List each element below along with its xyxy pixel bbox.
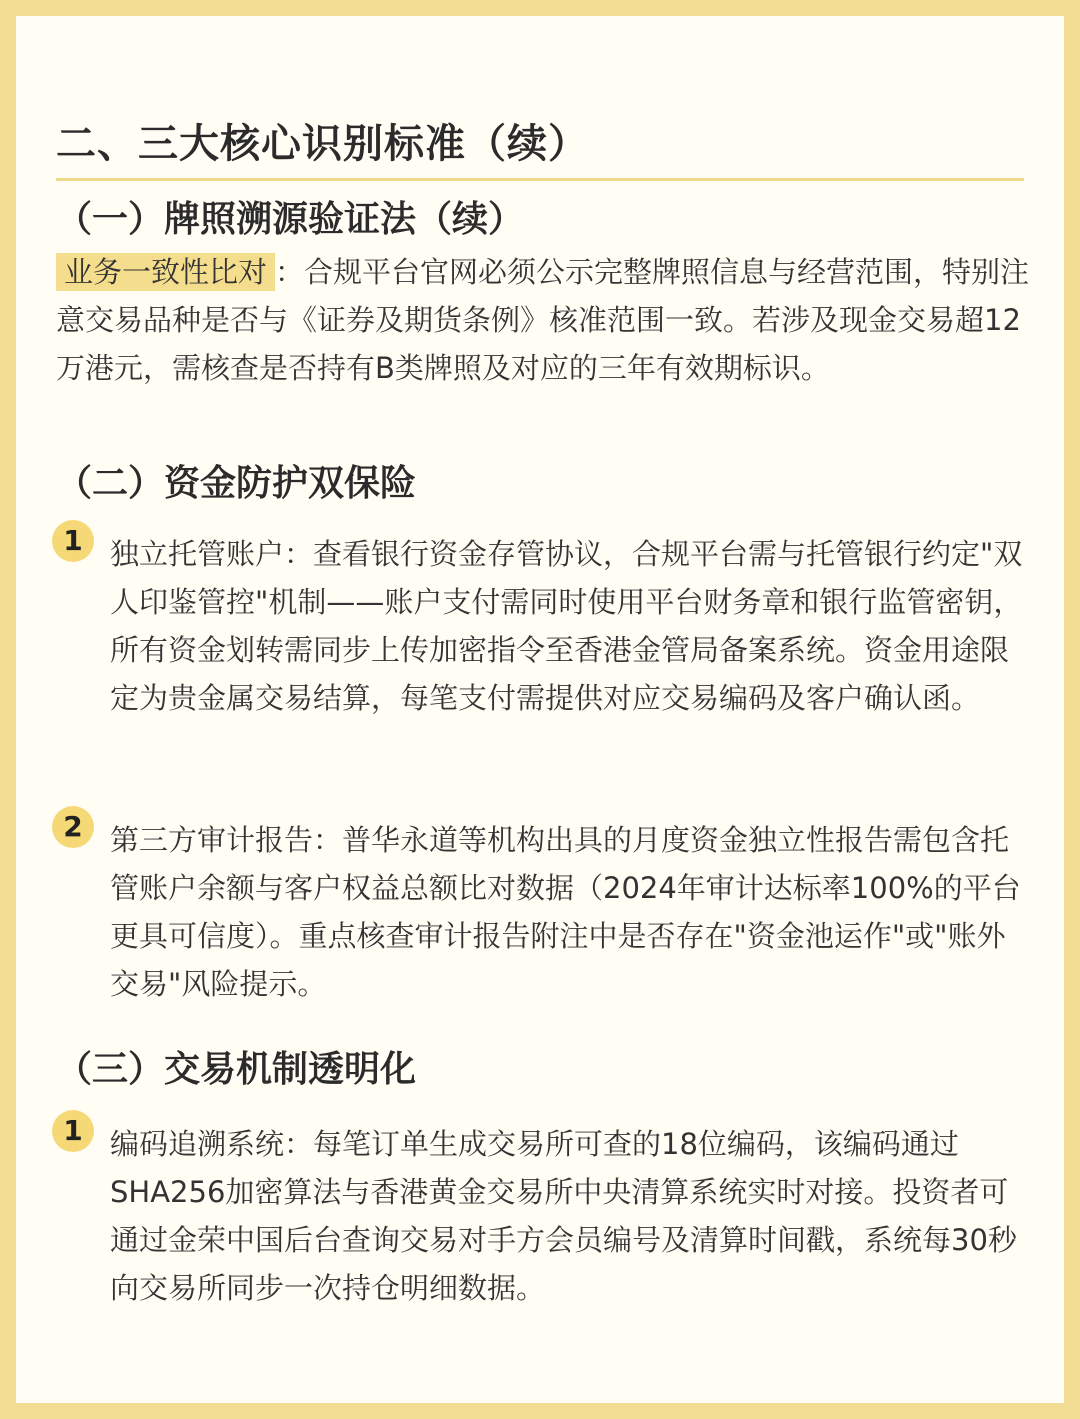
page-title: 二、三大核心识别标准（续） (56, 121, 589, 167)
section-title-transparency: （三）交易机制透明化 (56, 1049, 417, 1090)
list-item-text: 第三方审计报告：普华永道等机构出具的月度资金独立性报告需包含托管账户余额与客户权益总额比对数据（2024年审计达标率100%的平台更具可信度）。重点核查审计报告附注中是否存在"资金池运作"或"账外交易"风险提示。 (110, 823, 1021, 1001)
section-title-fund-protection: （二）资金防护双保险 (56, 463, 417, 504)
title-divider (56, 178, 1024, 181)
license-paragraph-text: ：合规平台官网必须公示完整牌照信息与经营范围，特别注意交易品种是否与《证券及期货条例》核准范围一致。若涉及现金交易超12万港元，需核查是否持有B类牌照及对应的三年有效期标识。 (56, 255, 1030, 385)
license-paragraph (56, 248, 1031, 392)
list-item-text: 编码追溯系统：每笔订单生成交易所可查的18位编码，该编码通过SHA256加密算法与香港黄金交易所中央清算系统实时对接。投资者可通过金荣中国后台查询交易对手方会员编号及清算时间戳，系统每30秒向交易所同步一次持仓明细数据。 (110, 1127, 1017, 1305)
list-item (52, 1106, 1032, 1312)
list-item-text: 独立托管账户：查看银行资金存管协议，合规平台需与托管银行约定"双人印鉴管控"机制——账户支付需同时使用平台财务章和银行监管密钥，所有资金划转需同步上传加密指令至香港金管局备案系统。资金用途限定为贵金属交易结算，每笔支付需提供对应交易编码及客户确认函。 (110, 537, 1023, 715)
number-badge: 2 (52, 806, 94, 848)
list-item (52, 516, 1032, 722)
number-badge: 1 (52, 1110, 94, 1152)
list-item (52, 802, 1032, 1008)
highlight-label: 业务一致性比对 (56, 253, 275, 291)
section-title-license: （一）牌照溯源验证法（续） (56, 199, 525, 240)
number-badge: 1 (52, 520, 94, 562)
content-card (16, 16, 1064, 1403)
